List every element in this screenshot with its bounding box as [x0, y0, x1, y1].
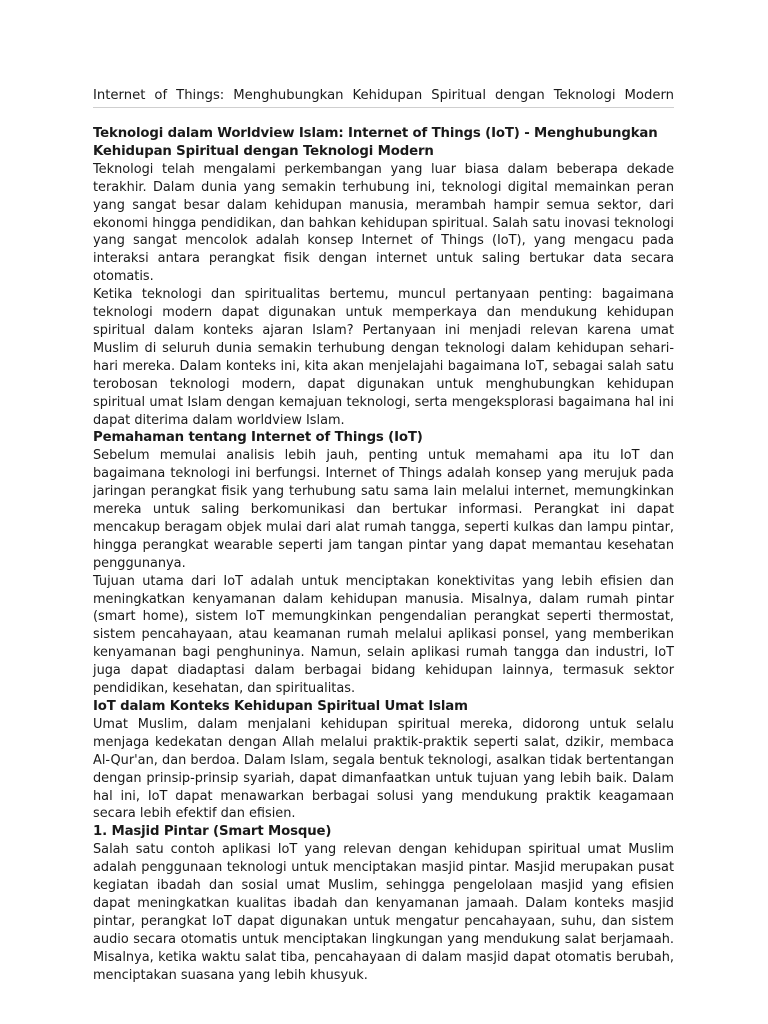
section1-paragraph-2: Tujuan utama dari IoT adalah untuk menciptakan konektivitas yang lebih efisien dan meningkatkan kenyamanan dalam kehidupan manusia. Misalnya, dalam rumah pintar (smart home), sistem IoT memungkinkan pengendalian perangkat seperti thermostat, sistem pencahayaan, atau keamanan rumah melalui aplikasi ponsel, yang memberikan kenyamanan bagi penghuninya. Namun, selain aplikasi rumah tangga dan industri, IoT juga dapat diadaptasi dalam berbagai bidang kehidupan lainnya, termasuk sektor pendidikan, kesehatan, dan spiritualitas. [93, 573, 674, 697]
document-page [93, 86, 674, 985]
section1-paragraph-1: Sebelum memulai analisis lebih jauh, penting untuk memahami apa itu IoT dan bagaimana teknologi ini berfungsi. Internet of Things adalah konsep yang merujuk pada jaringan perangkat fisik yang terhubung satu sama lain melalui internet, memungkinkan mereka untuk saling berkomunikasi dan bertukar informasi. Perangkat ini dapat mencakup beragam objek mulai dari alat rumah tangga, seperti kulkas dan lampu pintar, hingga perangkat wearable seperti jam tangan pintar yang dapat memantau kesehatan penggunanya. [93, 448, 674, 571]
section-heading-iot-understanding: Pemahaman tentang Internet of Things (IoT) [93, 430, 423, 446]
section2-paragraph-1: Umat Muslim, dalam menjalani kehidupan spiritual mereka, didorong untuk selalu menjaga kedekatan dengan Allah melalui praktik-praktik seperti salat, dzikir, membaca Al-Qur'an, dan berdoa. Dalam Islam, segala bentuk teknologi, asalkan tidak bertentangan dengan prinsip-prinsip syariah, dapat dimanfaatkan untuk tujuan yang lebih baik. Dalam hal ini, IoT dapat menawarkan berbagai solusi yang mendukung praktik keagamaan secara lebih efektif dan efisien. [93, 716, 674, 822]
article-title: Teknologi dalam Worldview Islam: Internet of Things (IoT) - Menghubungkan Kehidupan Spiritual dengan Teknologi Modern [93, 126, 658, 159]
intro-paragraph-2: Ketika teknologi dan spiritualitas bertemu, muncul pertanyaan penting: bagaimana teknologi modern dapat digunakan untuk memperkaya dan mendukung kehidupan spiritual dalam konteks ajaran Islam? Pertanyaan ini menjadi relevan karena umat Muslim di seluruh dunia semakin terhubung dengan teknologi dalam kehidupan sehari-hari mereka. Dalam konteks ini, kita akan menjelajahi bagaimana IoT, sebagai salah satu terobosan teknologi modern, dapat digunakan untuk menghubungkan kehidupan spiritual umat Islam dengan kemajuan teknologi, serta mengeksplorasi bagaimana hal ini dapat diterima dalam worldview Islam. [93, 287, 674, 428]
intro-paragraph-1: Teknologi telah mengalami perkembangan yang luar biasa dalam beberapa dekade terakhir. Dalam dunia yang semakin terhubung ini, teknologi digital memainkan peran yang sangat besar dalam kehidupan manusia, merambah hampir semua sektor, dari ekonomi hingga pendidikan, dan bahkan kehidupan spiritual. Salah satu inovasi teknologi yang sangat mencolok adalah konsep Internet of Things (IoT), yang mengacu pada interaksi antara perangkat fisik dengan internet untuk saling bertukar data secara otomatis. [93, 161, 674, 285]
section-heading-smart-mosque: 1. Masjid Pintar (Smart Mosque) [93, 824, 332, 840]
section3-paragraph-1: Salah satu contoh aplikasi IoT yang relevan dengan kehidupan spiritual umat Muslim adalah penggunaan teknologi untuk menciptakan masjid pintar. Masjid merupakan pusat kegiatan ibadah dan sosial umat Muslim, sehingga pengelolaan masjid yang efisien dapat meningkatkan kualitas ibadah dan kenyamanan jamaah. Dalam konteks masjid pintar, perangkat IoT dapat digunakan untuk mengatur pencahayaan, suhu, dan sistem audio secara otomatis untuk menciptakan lingkungan yang mendukung salat berjamaah. Misalnya, ketika waktu salat tiba, pencahayaan di dalam masjid dapat otomatis berubah, menciptakan suasana yang lebih khusyuk. [93, 842, 674, 983]
section-heading-spiritual-context: IoT dalam Konteks Kehidupan Spiritual Umat Islam [93, 699, 468, 714]
running-header: Internet of Things: Menghubungkan Kehidupan Spiritual dengan Teknologi Modern [93, 86, 674, 108]
